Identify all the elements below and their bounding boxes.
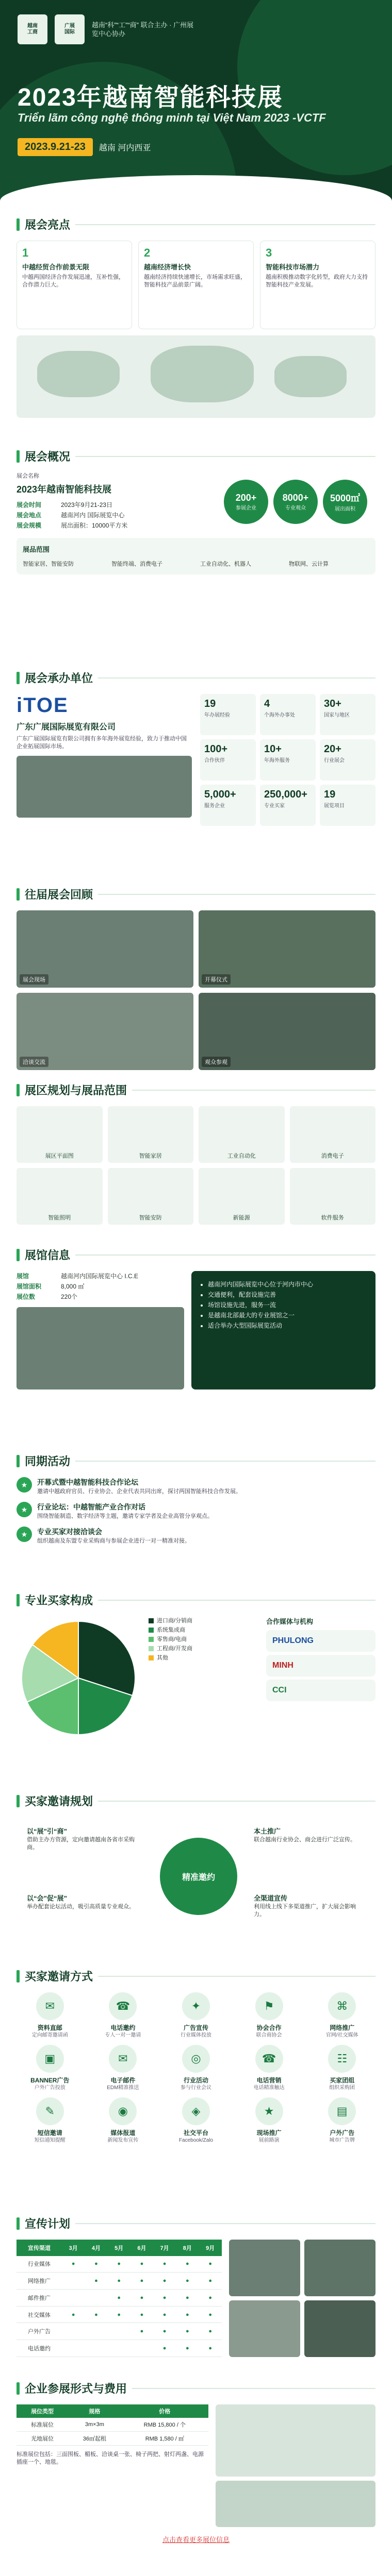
stat-circle: 200+ 参展企业: [224, 480, 268, 524]
highlight-item: 1 中越经贸合作前景无限 中越两国经济合作发展迅速，互补性强，合作潜力巨大。: [17, 241, 132, 329]
itoe-logo: iTOE: [17, 694, 69, 717]
table-row: 光地展位 36㎡起租 RMB 1,580 / ㎡: [17, 2432, 208, 2446]
table-row: 户外广告 ● ● ● ●: [17, 2323, 222, 2340]
promo-photo: [304, 2300, 375, 2357]
invite-method-icon: ☷: [328, 2045, 356, 2073]
expo-name: 2023年越南智能科技展: [17, 484, 112, 495]
event-item: ★ 行业论坛：中越智能产业合作对话 围绕智能制造、数字经济等主题，邀请专家学者及企业高管分享观点。: [17, 1502, 375, 1520]
section-title: 专业买家构成: [25, 1594, 93, 1607]
invite-method: ▣ BANNER广告 户外广告投放: [17, 2045, 84, 2091]
invite-method: ✉ 资料直邮 定向邮寄邀请函: [17, 1992, 84, 2039]
invite-method: ◉ 媒体报道 新闻发布宣传: [90, 2097, 157, 2144]
page-subtitle: Triển lãm công nghệ thông minh tại Việt Nam 2023 -VCTF: [18, 111, 326, 124]
scope-card: 展品范围 智能家居、智能安防 智能终端、消费电子 工业自动化、机器人 物联网、云计算: [17, 538, 375, 574]
section-title: 同期活动: [25, 1455, 71, 1468]
table-row: 电话邀约 ● ● ●: [17, 2340, 222, 2357]
logo-row: [18, 14, 195, 44]
zone-card: 新能源: [199, 1168, 285, 1225]
invite-method: ✦ 广告宣传 行业媒体投放: [162, 1992, 230, 2039]
org-text: 越南“科”“工”“商” 联合主办 · 广州展览中心协办: [92, 21, 194, 38]
section-events: [0, 1453, 392, 1551]
section-title: 买家邀请规划: [25, 1795, 93, 1808]
more-booth-link[interactable]: 点击查看更多展位信息: [162, 2536, 230, 2544]
hall-info-box: • 越南河内国际展览中心位于河内市中心 • 交通便利，配套设施完善 • 场馆设施先进，服务一流 • 是越南北部最大的专业展馆之一 • 适合举办大型国际展览活动: [191, 1271, 375, 1389]
event-item: ★ 专业买家对接洽谈会 组织越南及东盟专业采购商与参展企业进行一对一精准对接。: [17, 1527, 375, 1545]
stat-circle: 5000㎡ 展出面积: [323, 480, 367, 524]
organizer-photo: [17, 756, 192, 818]
invite-method: ◈ 社交平台 Facebook/Zalo: [162, 2097, 230, 2144]
invite-method: ☎ 电话邀约 专人一对一邀请: [90, 1992, 157, 2039]
table-row: 网络推广 ● ● ● ● ● ●: [17, 2273, 222, 2290]
invite-method: ◎ 行业活动 参与行业会议: [162, 2045, 230, 2091]
price-table: 展位类型 规格 价格 标准展位 3m×3m RMB 15,800 / 个 光地展位 36㎡起租 RMB 1,580 / ㎡: [17, 2404, 208, 2446]
event-icon: ★: [17, 1527, 32, 1542]
invite-method-icon: ✉: [109, 2045, 137, 2073]
event-icon: ★: [17, 1502, 32, 1517]
highlight-list: [17, 241, 375, 329]
table-row: 社交媒体 ● ● ● ● ● ● ●: [17, 2306, 222, 2323]
section-title: 展区规划与展品范围: [25, 1084, 127, 1097]
invite-method-icon: ⚑: [255, 1992, 283, 2020]
booth-illustration: [216, 2404, 375, 2477]
invite-method-icon: ▣: [36, 2045, 64, 2073]
section-title: 企业参展形式与费用: [25, 2382, 127, 2395]
world-map-image: [17, 335, 375, 418]
section-title: 往届展会回顾: [25, 888, 93, 901]
invite-method-icon: ▤: [328, 2097, 356, 2125]
section-price: 企业参展形式与费用 展位类型 规格 价格 标准展位 3m×3m RMB 15,800 / 个 光地展位 36㎡起租 RMB 1,580 / ㎡ 标准展位包括：三面围板、楣板、洽谈桌一张、椅子两把、射灯两盏、电源插座一个、地毯。 点击查看更多展位信息: [0, 2380, 392, 2545]
zone-card: 软件服务: [290, 1168, 376, 1225]
section-invite: [0, 1968, 392, 2144]
section-title: 展会承办单位: [25, 672, 93, 685]
plan-node: 全渠道宣传 利用线上线下多渠道推广，扩大展会影响力。: [254, 1894, 356, 1918]
hero-banner: [0, 0, 392, 206]
audience-pie-chart: [17, 1616, 140, 1740]
partner-logo: MINH: [266, 1655, 375, 1676]
section-title: 展会亮点: [25, 218, 71, 231]
plan-center: 精准邀约: [160, 1838, 237, 1915]
zone-card: 工业自动化: [199, 1106, 285, 1163]
invite-method-icon: ☎: [255, 2045, 283, 2073]
invite-method: ⚑ 协会合作 联合商协会: [236, 1992, 303, 2039]
promo-photo: [304, 2240, 375, 2296]
invite-method-icon: ◈: [182, 2097, 210, 2125]
invite-method-icon: ◎: [182, 2045, 210, 2073]
zone-card: 智能家居: [108, 1106, 194, 1163]
zone-card: 智能照明: [17, 1168, 103, 1225]
date-badge: 2023.9.21-23: [18, 138, 93, 156]
invite-method: ✎ 短信邀请 短信通知提醒: [17, 2097, 84, 2144]
date-row: [18, 138, 151, 156]
event-icon: ★: [17, 1477, 32, 1493]
section-title: 展会概况: [25, 450, 71, 463]
section-highlights: [0, 216, 392, 418]
invite-method-icon: ✎: [36, 2097, 64, 2125]
organizer-stats: 19 年办展经验 4 个海外办事处 30+ 国家与地区 100+ 合作伙伴 10+ 年海外服务 20+ 行业展会 5,000+ 服务企业 250,000+ 专业买家 19 展览项目: [200, 694, 375, 826]
section-review: [0, 886, 392, 1070]
table-row: 行业媒体 ● ● ● ● ● ● ●: [17, 2256, 222, 2273]
table-row: 邮件推广 ● ● ● ● ●: [17, 2289, 222, 2306]
page-title: 2023年越南智能科技展: [18, 84, 283, 111]
invite-method: ✉ 电子邮件 EDM精准推送: [90, 2045, 157, 2091]
invite-method-icon: ★: [255, 2097, 283, 2125]
zone-card: 展区平面图: [17, 1106, 103, 1163]
review-photo: 洽谈交流: [17, 993, 193, 1070]
organizer-logo: 越南 工商: [18, 14, 47, 44]
invite-method-icon: ☎: [109, 1992, 137, 2020]
invite-method-icon: ⌘: [328, 1992, 356, 2020]
section-organizer: 展会承办单位 iTOE 广东广展国际展览有限公司 广东广展国际展览有限公司拥有多年海外展览经验，致力于推动中国企业拓展国际市场。 19 年办展经验 4 个海外办事处 30+ 国家与地区 100+ 合作伙伴 10+ 年海外服务 20+ 行业展会 5,000+ 服务企业 250,000+ 专业买家 19 展览项目: [0, 670, 392, 826]
hall-photo: [17, 1307, 184, 1389]
section-zones: [0, 1082, 392, 1225]
table-row: 标准展位 3m×3m RMB 15,800 / 个: [17, 2418, 208, 2432]
review-photo: 开幕仪式: [199, 910, 375, 988]
section-buyer-plan: [0, 1793, 392, 1956]
plan-node: 本土推广 联合越南行业协会、商会进行广泛宣传。: [254, 1827, 356, 1843]
section-overview: 展会概况 展会名称 2023年越南智能科技展 展会时间 2023年9月21-23日 展会地点 越南河内 国际展览中心 展会规模 展出面积：10000平方米 200+ 参展企业 8000+ 专业观众 5000㎡ 展出面积 展品范围 智能家居、智能安防 智能终端、消费电子 工业自动化、机器人 物联网、云计算: [0, 448, 392, 574]
booth-illustration: [216, 2481, 375, 2527]
invite-method-icon: ✦: [182, 1992, 210, 2020]
venue-text: 越南 河内西亚: [99, 144, 151, 152]
partner-logo: PHULONG: [266, 1630, 375, 1652]
section-hall-info: 展馆信息 展馆 越南河内国际展览中心 I.C.E 展馆面积 8,000 ㎡ 展位数 220个 • 越南河内国际展览中心位于河内市中心 • 交通便利，配套设施完善 • 场馆设施先进，服务一流 • 是越南北部最大的专业展馆之一 • 适合举办大型国际展览活动: [0, 1247, 392, 1389]
invite-method: ⌘ 网络推广 官网/社交媒体: [308, 1992, 375, 2039]
section-promo: [0, 2215, 392, 2357]
section-title: 宣传计划: [25, 2217, 71, 2230]
highlight-item: 2 越南经济增长快 越南经济持续快速增长，市场需求旺盛，智能科技产品前景广阔。: [138, 241, 254, 329]
review-photo: 展会现场: [17, 910, 193, 988]
section-title: 买家邀请方式: [25, 1970, 93, 1983]
section-title: 展馆信息: [25, 1249, 71, 1262]
review-photo: 观众参观: [199, 993, 375, 1070]
stat-circle: 8000+ 专业观众: [273, 480, 318, 524]
event-item: ★ 开幕式暨中越智能科技合作论坛 邀请中越政府官员、行业协会、企业代表共同出席，探讨两国智能科技合作发展。: [17, 1477, 375, 1496]
plan-node: 以“会”促“展” 举办配套论坛活动，吸引高质量专业观众。: [27, 1894, 135, 1910]
cohost-logo: 广展 国际: [55, 14, 85, 44]
invite-method-icon: ◉: [109, 2097, 137, 2125]
promo-table: 宣传渠道 3月 4月 5月 6月 7月 8月 9月 行业媒体 ● ● ● ● ● ● ● 网络推广 ● ● ● ● ● ● 邮件推广 ● ● ● ● ● 社交媒体 ● ● ● ● ● ● ● 户外广告 ● ● ● ● 电话邀约 ● ● ●: [17, 2240, 222, 2357]
invite-method: ☎ 电话营销 电话精准触达: [236, 2045, 303, 2091]
invite-method: ▤ 户外广告 城市广告牌: [308, 2097, 375, 2144]
zone-card: 消费电子: [290, 1106, 376, 1163]
partner-logo: CCI: [266, 1680, 375, 1701]
plan-node: 以“展”引“商” 借助主办方资源，定向邀请越南各省市采购商。: [27, 1827, 135, 1851]
highlight-item: 3 智能科技市场潜力 越南积极推动数字化转型，政府大力支持智能科技产业发展。: [260, 241, 375, 329]
stats-circles: [216, 472, 375, 531]
invite-method: ★ 现场推广 展前路演: [236, 2097, 303, 2144]
section-audience: 专业买家构成 进口商/分销商 系统集成商 零售商/电商 工程商/开发商 其他 合作媒体与机构 PHULONG MINH CCI: [0, 1592, 392, 1740]
invite-method-icon: ✉: [36, 1992, 64, 2020]
promo-photo: [229, 2240, 300, 2296]
zone-card: 智能安防: [108, 1168, 194, 1225]
invite-method: ☷ 买家团组 组织采购团: [308, 2045, 375, 2091]
invite-grid: [17, 1992, 375, 2144]
promo-photo: [229, 2300, 300, 2357]
